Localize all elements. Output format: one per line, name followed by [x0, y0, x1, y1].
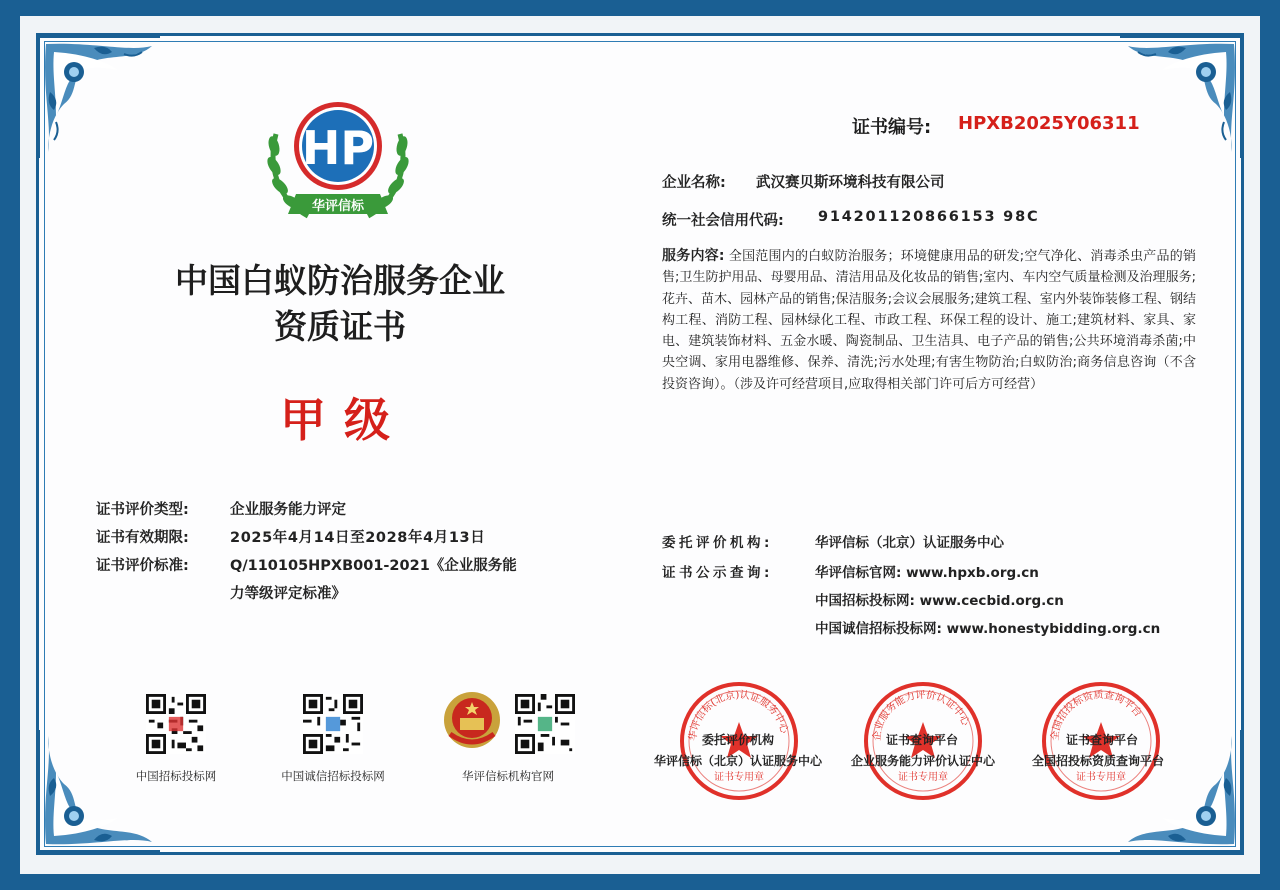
seal-1-top-label: 委托评价机构 — [701, 733, 774, 747]
company-name-value: 武汉赛贝斯环境科技有限公司 — [756, 175, 945, 191]
standard-value-line1: Q/110105HPXB001-2021《企业服务能 — [230, 558, 517, 574]
company-name-label: 企业名称: — [662, 175, 726, 191]
title-line-1: 中国白蚁防治服务企业 — [175, 261, 505, 300]
query-line-1: 华评信标官网: www.hpxb.org.cn — [815, 565, 1039, 581]
query-label: 证书公示查询: — [662, 565, 773, 581]
qr-code-icon — [146, 694, 206, 754]
grade-label: 甲级 — [280, 393, 408, 447]
qr-caption-3: 华评信标机构官网 — [462, 769, 554, 783]
seal-ring-text: 企业服务能力评价认证中心 — [871, 689, 971, 742]
standard-value-line2: 力等级评定标准》 — [230, 586, 346, 602]
seal-2-bottom-label: 企业服务能力评价认证中心 — [850, 754, 995, 768]
authority-org-label: 委托评价机构: — [662, 535, 773, 551]
seal-ring-text: 全国招投标资质查询平台 — [1049, 689, 1144, 742]
seal-3-top-label: 证书查询平台 — [1065, 733, 1138, 747]
logo-text: 华评信标 — [311, 199, 365, 214]
query-line-3: 中国诚信招标投标网: www.honestybidding.org.cn — [815, 621, 1161, 637]
cert-number-value: HPXB2025Y06311 — [958, 113, 1140, 134]
seal-3-bottom-label: 全国招投标资质查询平台 — [1031, 754, 1164, 768]
seal-center-text: 证书专用章 — [1076, 772, 1126, 783]
seal-ring-text: 华评信标(北京)认证服务中心 — [687, 689, 790, 742]
cert-number-label: 证书编号: — [852, 117, 932, 138]
credit-code-value: 914201120866153 98C — [818, 209, 1040, 225]
seal-2-top-label: 证书查询平台 — [885, 733, 958, 747]
standard-label: 证书评价标准: — [96, 558, 189, 574]
certificate-title — [150, 258, 530, 350]
authority-org-value: 华评信标（北京）认证服务中心 — [815, 535, 1004, 551]
svg-text:HP: HP — [301, 121, 375, 175]
validity-value: 2025年4月14日至2028年4月13日 — [230, 530, 486, 546]
validity-label: 证书有效期限: — [96, 530, 189, 546]
seal-1-bottom-label: 华评信标（北京）认证服务中心 — [653, 754, 822, 768]
corner-ornament-icon — [1116, 32, 1246, 162]
service-content — [662, 246, 1196, 395]
qr-caption-1: 中国招标投标网 — [135, 769, 217, 783]
eval-type-value: 企业服务能力评定 — [230, 502, 346, 518]
service-value: 全国范围内的白蚁防治服务；环境健康用品的研发;空气净化、消毒杀虫产品的销售;卫生防护用品、母婴用品、清洁用品及化妆品的销售;室内、车内空气质量检测及治理服务;花卉、苗木、园林产品的销售;保洁服务;会议会展服务;建筑工程、室内外装饰装修工程、钢结构工程、消防工程、园林绿化工程、市政工程、环保工程的设计、施工;建筑材料、家具、家电、建筑装饰材料、五金水暖、陶瓷制品、卫生洁具、电子产品的销售;公共环境消毒杀菌;中央空调、家用电器维修、保养、清洗;污水处理;有害生物防治;白蚁防治;商务信息咨询（不含投资咨询）。（涉及许可经营项目,应取得相关部门许可后方可经营） — [662, 249, 1196, 392]
credit-code-label: 统一社会信用代码: — [662, 213, 784, 229]
qr-code-icon — [515, 694, 575, 754]
hpxb-logo — [262, 94, 414, 234]
national-emblem-icon — [440, 688, 504, 754]
corner-ornament-icon — [34, 726, 164, 856]
seal-center-text: 证书专用章 — [898, 772, 948, 783]
qr-caption-2: 中国诚信招标投标网 — [281, 769, 385, 783]
seal-center-text: 证书专用章 — [714, 772, 764, 783]
qr-code-icon — [303, 694, 363, 754]
eval-type-label: 证书评价类型: — [96, 502, 189, 518]
service-label: 服务内容: — [662, 248, 725, 264]
corner-ornament-icon — [34, 32, 164, 162]
query-line-2: 中国招标投标网: www.cecbid.org.cn — [815, 593, 1064, 609]
title-line-2: 资质证书 — [274, 307, 406, 346]
